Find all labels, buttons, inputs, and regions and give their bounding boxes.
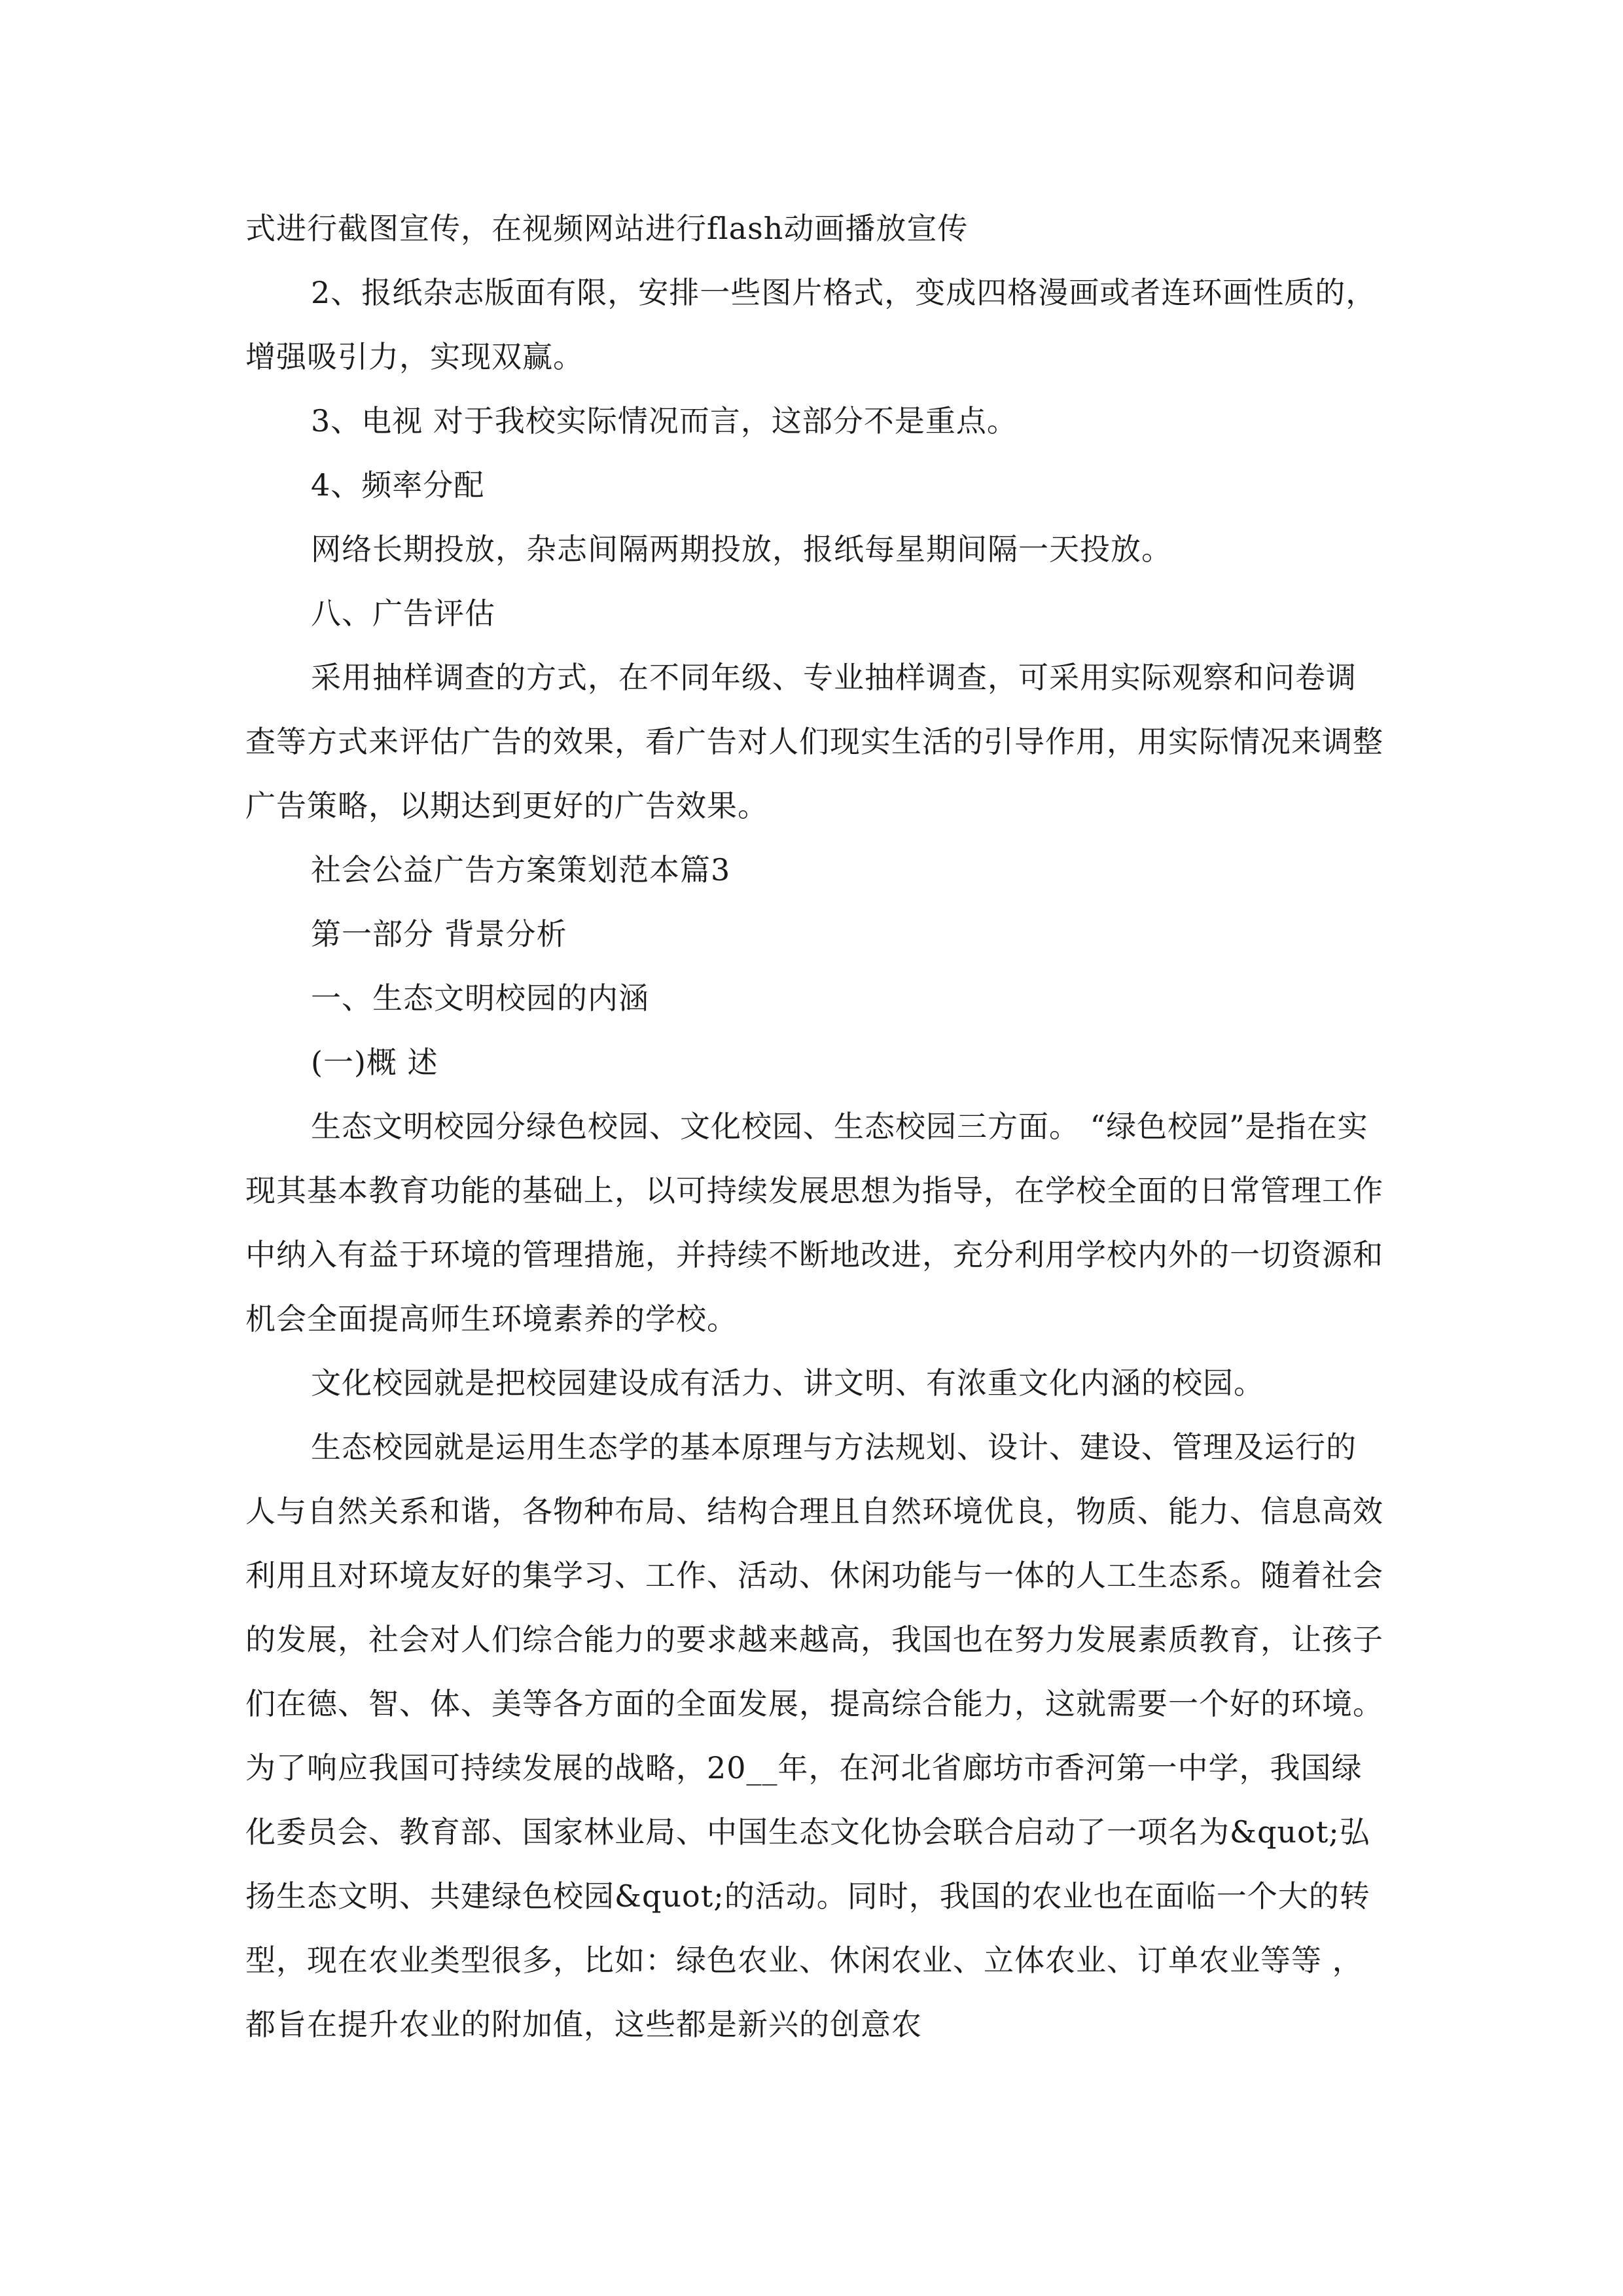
- paragraph-eco-campus: 生态校园就是运用生态学的基本原理与方法规划、设计、建设、管理及运行的人与自然关系和谐，各物种布局、结构合理且自然环境优良，物质、能力、信息高效利用且对环境友好的集学习、工作、活动、休闲功能与一体的人工生态系。随着社会的发展，社会对人们综合能力的要求越来越高，我国也在努力发展素质教育，让孩子们在德、智、体、美等各方面的全面发展，提高综合能力，这就需要一个好的环境。为了响应我国可持续发展的战略，20__年，在河北省廊坊市香河第一中学，我国绿化委员会、教育部、国家林业局、中国生态文化协会联合启动了一项名为&quot;弘扬生态文明、共建绿色校园&quot;的活动。同时，我国的农业也在面临一个大的转型，现在农业类型很多，比如：绿色农业、休闲农业、立体农业、订单农业等等 ，都旨在提升农业的附加值，这些都是新兴的创意农: [245, 1429, 1383, 2042]
- paragraph-green-campus: 生态文明校园分绿色校园、文化校园、生态校园三方面。 “绿色校园”是指在实现其基本教育功能的基础上，以可持续发展思想为指导，在学校全面的日常管理工作中纳入有益于环境的管理措施，并持续不断地改进，充分利用学校内外的一切资源和机会全面提高师生环境素养的学校。: [245, 1109, 1383, 1336]
- document-body: [245, 196, 1384, 2056]
- part-heading: 第一部分 背景分析: [311, 916, 567, 952]
- paragraph-frequency: 网络长期投放，杂志间隔两期投放，报纸每星期间隔一天投放。: [311, 531, 1172, 567]
- paragraph-continuation: 式进行截图宣传，在视频网站进行flash动画播放宣传: [245, 211, 969, 246]
- paragraph-newspaper: 2、报纸杂志版面有限，安排一些图片格式，变成四格漫画或者连环画性质的，增强吸引力，实现双赢。: [245, 275, 1377, 374]
- paragraph-culture-campus: 文化校园就是把校园建设成有活力、讲文明、有浓重文化内涵的校园。: [311, 1365, 1264, 1401]
- section-heading-ad-evaluation: 八、广告评估: [311, 596, 495, 631]
- paragraph-evaluation: 采用抽样调查的方式，在不同年级、专业抽样调查，可采用实际观察和问卷调查等方式来评估广告的效果，看广告对人们现实生活的引导作用，用实际情况来调整广告策略，以期达到更好的广告效果。: [245, 660, 1383, 823]
- paragraph-frequency-heading: 4、频率分配: [311, 467, 485, 503]
- paragraph-television: 3、电视 对于我校实际情况而言，这部分不是重点。: [311, 403, 1018, 439]
- article-title: 社会公益广告方案策划范本篇3: [311, 852, 731, 888]
- subsection-heading: (一)概 述: [311, 1045, 438, 1080]
- section-heading: 一、生态文明校园的内涵: [311, 980, 649, 1016]
